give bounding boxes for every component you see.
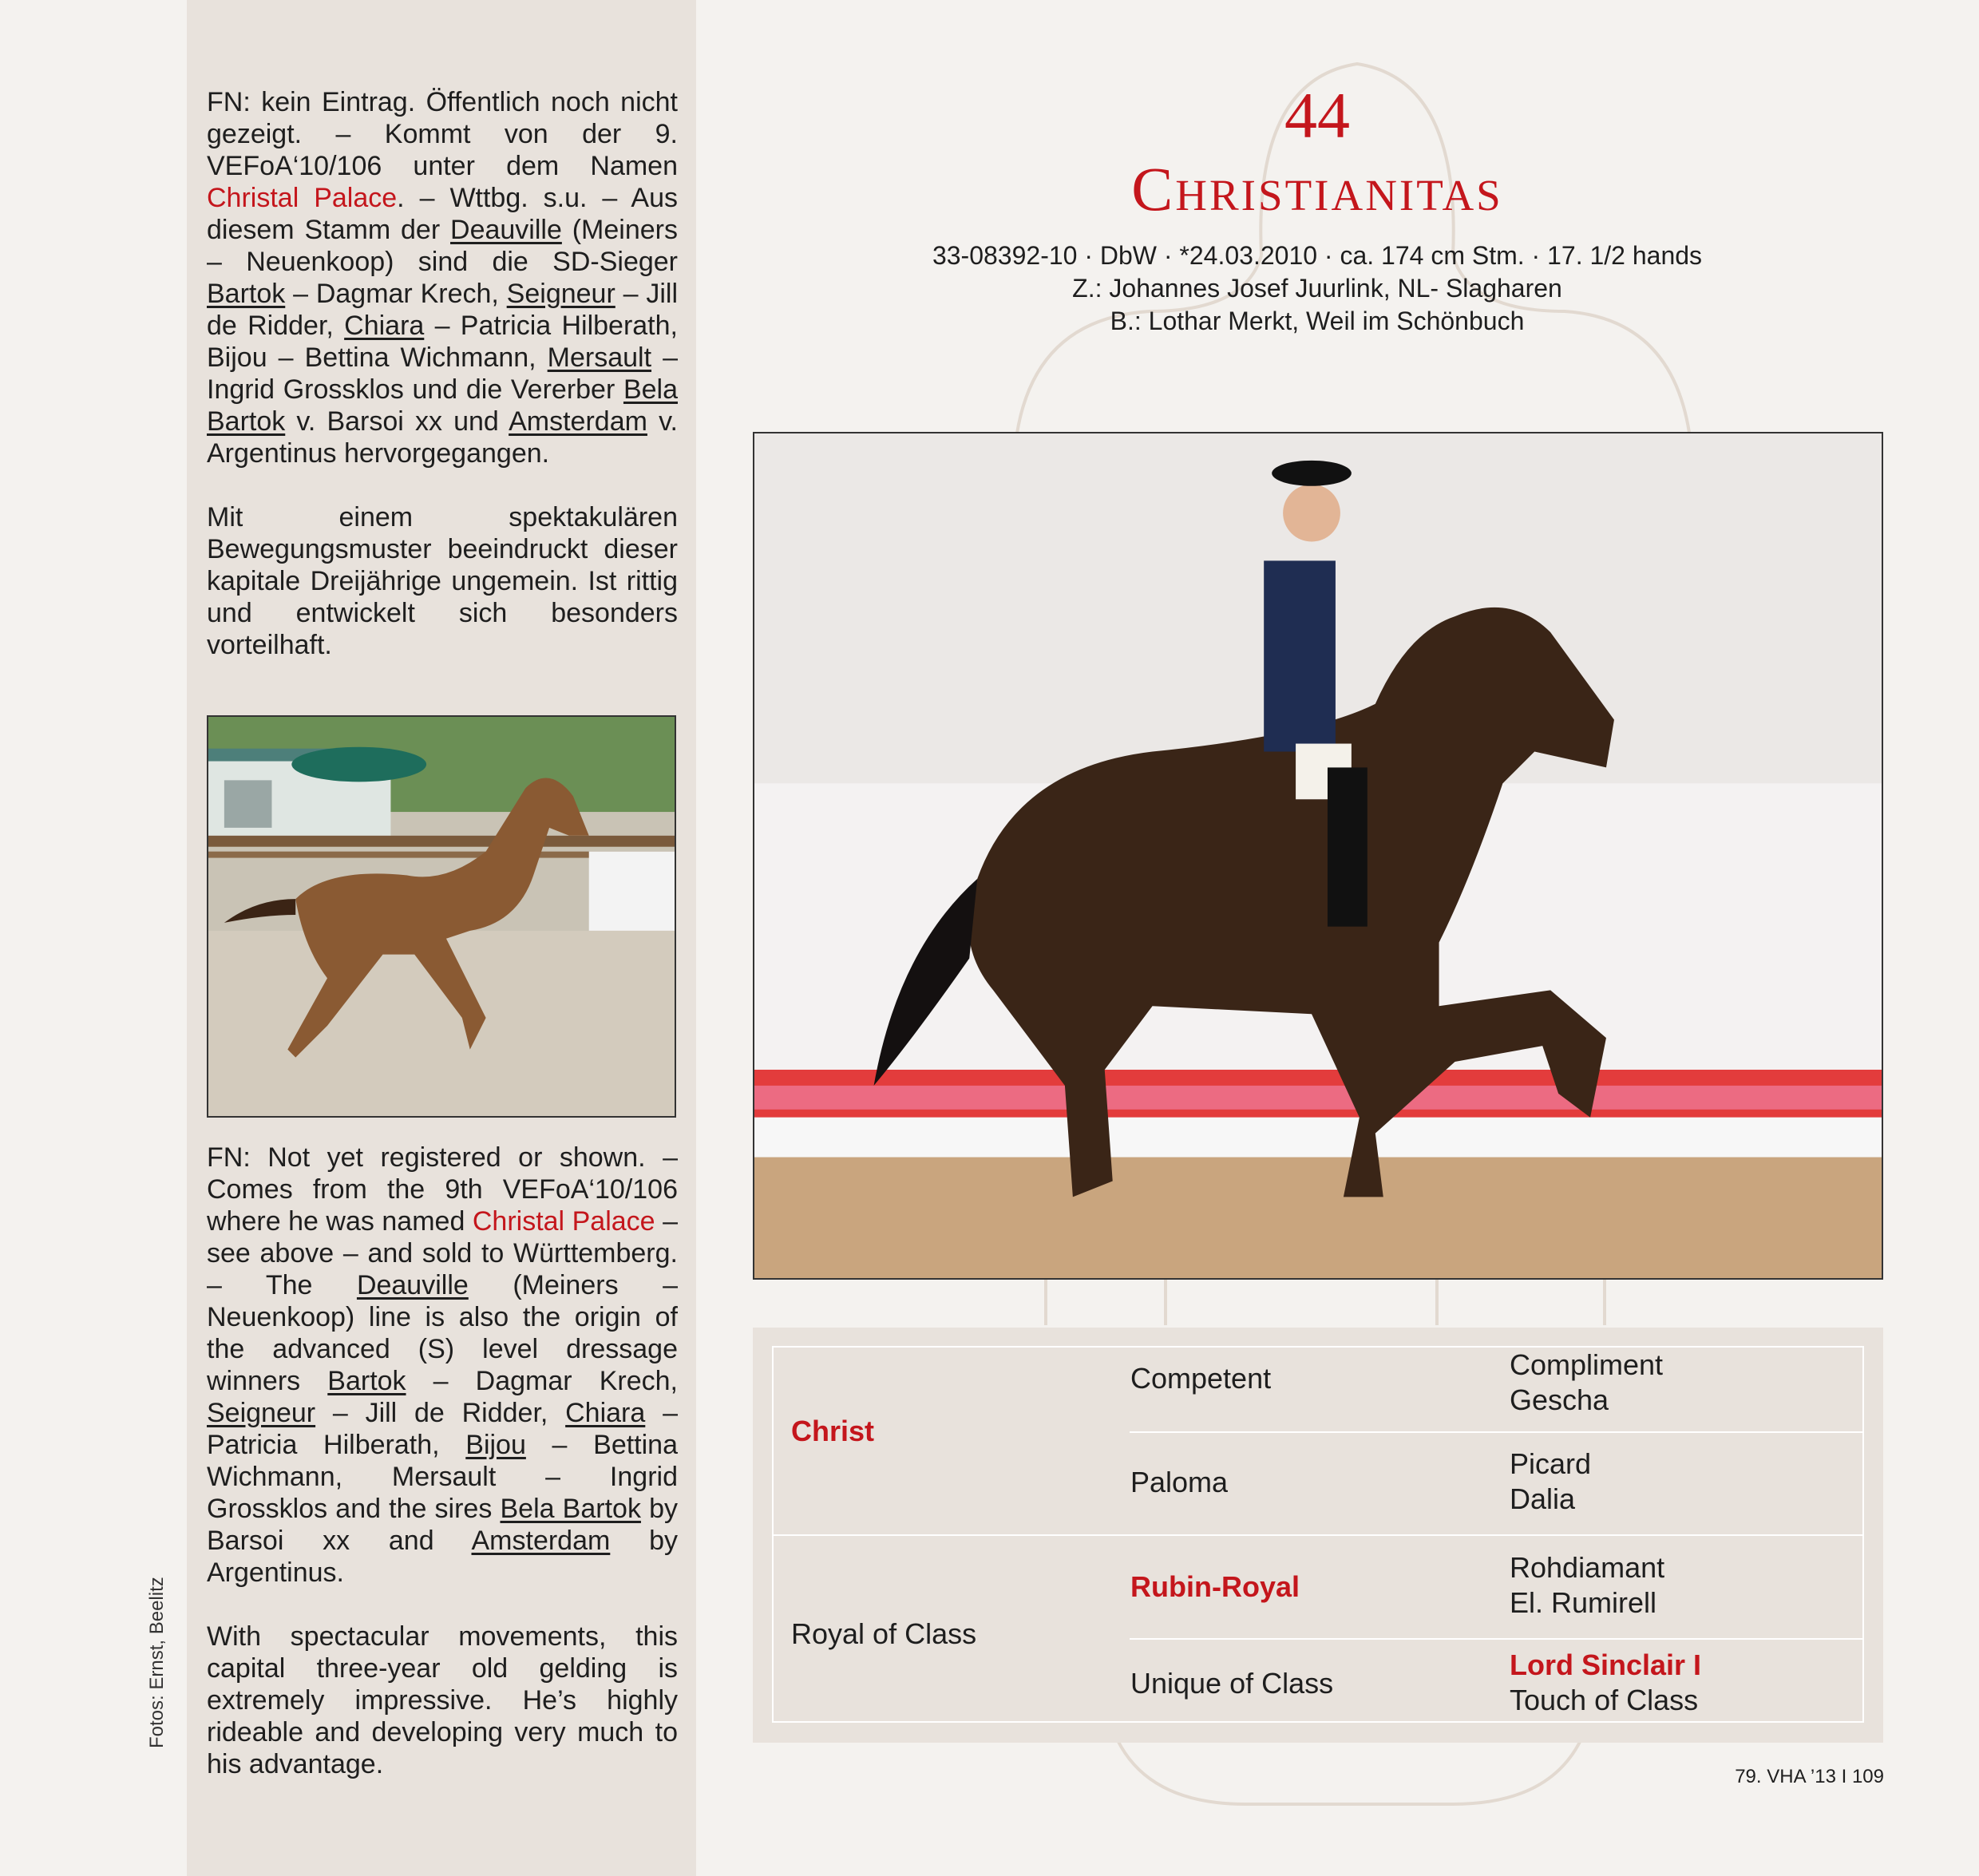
german-paragraph-2: Mit einem spektakulären Bewegungsmuster beeindruckt dieser kapitale Dreijährige ungemein. Ist rittig und entwickelt sich besonders vorteilhaft. xyxy=(207,502,678,660)
link-deauville-en: Deauville xyxy=(356,1270,469,1300)
info-owner: B.: Lothar Merkt, Weil im Schönbuch xyxy=(1110,307,1525,335)
link-deauville: Deauville xyxy=(450,215,562,245)
pedigree-sire: Christ xyxy=(791,1415,875,1447)
english-paragraph-2: With spectacular movements, this capital three-year old gelding is extremely impressive. He’s highly rideable and developing very much to his advantage. xyxy=(207,1621,678,1779)
link-bela-bartok: Bela Bartok xyxy=(207,374,678,437)
link-amsterdam-en: Amsterdam xyxy=(471,1526,611,1556)
lot-number: 44 xyxy=(1284,79,1350,152)
pedigree-gen3-2a: Picard xyxy=(1510,1447,1592,1480)
pedigree-dam: Royal of Class xyxy=(791,1617,977,1650)
pedigree-divider-dam xyxy=(1130,1638,1862,1640)
link-seigneur: Seigneur xyxy=(506,279,615,309)
pedigree-gen3-1b: Gescha xyxy=(1510,1383,1609,1416)
foal-photo xyxy=(207,715,676,1118)
link-chiara-en: Chiara xyxy=(565,1398,646,1428)
former-name: Christal Palace xyxy=(207,183,398,213)
pedigree-divider-main xyxy=(774,1534,1862,1536)
link-seigneur-en: Seigneur xyxy=(207,1398,316,1428)
pedigree-gen3-3b: El. Rumirell xyxy=(1510,1586,1657,1619)
info-breeder: Z.: Johannes Josef Juurlink, NL- Slagharen xyxy=(1072,274,1562,303)
info-registration: 33-08392-10 · DbW · *24.03.2010 · ca. 174 cm Stm. · 17. 1/2 hands xyxy=(932,241,1703,270)
pedigree-dam-dam: Unique of Class xyxy=(1130,1667,1334,1700)
page-footer: 79. VHA ’13 I 109 xyxy=(1735,1766,1884,1787)
pedigree-gen3-4b: Touch of Class xyxy=(1510,1684,1699,1716)
link-bijou-en: Bijou xyxy=(465,1430,526,1460)
english-paragraph-1: FN: Not yet registered or shown. – Comes from the 9th VEFoA‘10/106 where he was named Christal Palace – see above – and sold to Württemberg. – The Deauville (Meiners – Neuenkoop) line is also the origin of the advanced (S) level dressage winners Bartok – Dagmar Krech, Seigneur – Jill de Ridder, Chiara – Patricia Hilberath, Bijou – Bettina Wichmann, Mersault – Ingrid Grossklos and the sires Bela Bartok by Barsoi xx and Amsterdam by Argentinus. xyxy=(207,1142,679,1588)
link-mersault: Mersault xyxy=(547,342,652,373)
pedigree-divider-sire xyxy=(1130,1431,1862,1433)
link-amsterdam: Amsterdam xyxy=(509,406,647,437)
link-bartok: Bartok xyxy=(207,279,286,309)
link-bartok-en: Bartok xyxy=(327,1366,406,1396)
former-name-en: Christal Palace xyxy=(472,1206,655,1237)
pedigree-table xyxy=(772,1346,1864,1723)
german-description xyxy=(207,86,678,693)
link-bela-bartok-en: Bela Bartok xyxy=(500,1494,641,1524)
pedigree-sire-sire: Competent xyxy=(1130,1362,1272,1395)
pedigree-dam-sire: Rubin-Royal xyxy=(1130,1570,1300,1603)
pedigree-gen3-1a: Compliment xyxy=(1510,1348,1664,1381)
german-paragraph-1: FN: kein Eintrag. Öffentlich noch nicht gezeigt. – Kommt von der 9. VEFoA‘10/106 unter dem Namen Christal Palace. – Wttbg. s.u. – Aus diesem Stamm der Deauville (Meiners – Neuenkoop) sind die SD-Sieger Bartok – Dagmar Krech, Seigneur – Jill de Ridder, Chiara – Patricia Hilberath, Bijou – Bettina Wichmann, Mersault – Ingrid Grossklos und die Vererber Bela Bartok v. Barsoi xx und Amsterdam v. Argentinus hervorgegangen. xyxy=(207,87,678,469)
main-photo-rider-horse xyxy=(753,432,1883,1280)
photo-credit: Fotos: Ernst, Beelitz xyxy=(146,1577,168,1748)
pedigree-gen3-3a: Rohdiamant xyxy=(1510,1551,1665,1584)
pedigree-gen3-4a: Lord Sinclair I xyxy=(1510,1648,1702,1681)
pedigree-sire-dam: Paloma xyxy=(1130,1466,1229,1498)
pedigree-gen3-2b: Dalia xyxy=(1510,1482,1576,1515)
link-chiara: Chiara xyxy=(344,311,425,341)
english-description xyxy=(207,1142,678,1812)
horse-name: Christianitas xyxy=(1131,154,1503,224)
